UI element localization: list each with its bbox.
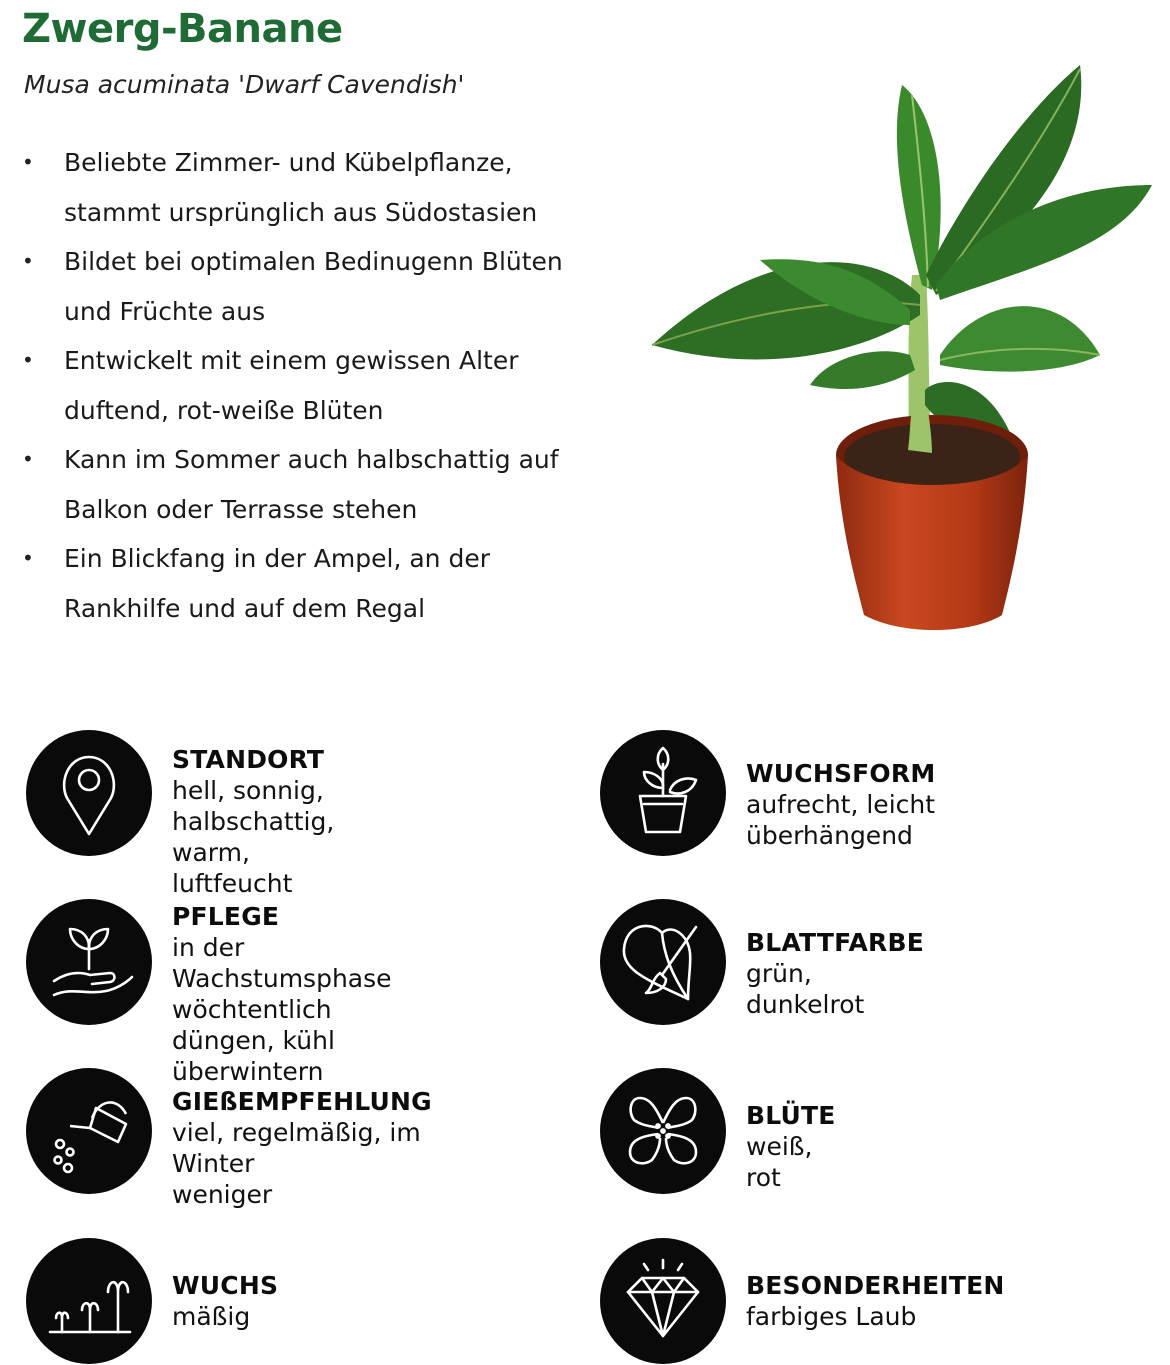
bullet-continuation: Rankhilfe und auf dem Regal bbox=[64, 593, 426, 623]
feature-label: BESONDERHEITEN bbox=[746, 1271, 1005, 1300]
diamond-icon bbox=[600, 1238, 726, 1364]
bullet-continuation: stammt ursprünglich aus Südostasien bbox=[64, 197, 538, 227]
feature-label: WUCHSFORM bbox=[746, 759, 936, 788]
feature-value: grün, dunkelrot bbox=[746, 959, 865, 1019]
feature-value: weiß, rot bbox=[746, 1132, 813, 1192]
bullet-continuation: Balkon oder Terrasse stehen bbox=[64, 494, 418, 524]
feature-value: hell, sonnig, halbschattig, bbox=[172, 776, 335, 836]
feature-value: viel, regelmäßig, im Winter bbox=[172, 1118, 421, 1178]
flower-icon bbox=[600, 1068, 726, 1194]
bullet-item: • Beliebte Zimmer- und Kübelpflanze, bbox=[22, 138, 582, 188]
feature-value: aufrecht, leicht überhängend bbox=[746, 790, 936, 850]
watering-can-icon bbox=[26, 1068, 152, 1194]
feature-label: BLÜTE bbox=[746, 1101, 836, 1130]
location-pin-icon bbox=[26, 730, 152, 856]
feature-label: PFLEGE bbox=[172, 902, 280, 931]
feature-value: wöchtentlich düngen, kühl bbox=[172, 995, 335, 1055]
feature-label: GIEßEMPFEHLUNG bbox=[172, 1087, 432, 1116]
feature-value: farbiges Laub bbox=[746, 1302, 917, 1331]
bullet-item: • Bildet bei optimalen Bedinugenn Blüten bbox=[22, 237, 582, 287]
product-title: Zwerg-Banane bbox=[22, 6, 343, 52]
bullet-continuation: duftend, rot-weiße Blüten bbox=[64, 395, 384, 425]
feature-value: mäßig bbox=[172, 1302, 251, 1331]
banana-plant-image bbox=[640, 55, 1160, 645]
feature-value: in der Wachstumsphase bbox=[172, 933, 392, 993]
bullet-continuation: und Früchte aus bbox=[64, 296, 266, 326]
feature-label: BLATTFARBE bbox=[746, 928, 925, 957]
product-latin-name: Musa acuminata 'Dwarf Cavendish' bbox=[24, 70, 465, 99]
bullet-item: • Ein Blickfang in der Ampel, an der bbox=[22, 534, 582, 584]
feature-value: warm, luftfeucht bbox=[172, 838, 293, 898]
feature-bullet-list bbox=[22, 138, 582, 633]
bullet-item: • Kann im Sommer auch halbschattig auf bbox=[22, 435, 582, 485]
feature-label: STANDORT bbox=[172, 745, 325, 774]
bullet-item: • Entwickelt mit einem gewissen Alter bbox=[22, 336, 582, 386]
leaf-brush-icon bbox=[600, 899, 726, 1025]
feature-value: überwintern bbox=[172, 1057, 324, 1086]
hand-seedling-icon bbox=[26, 899, 152, 1025]
feature-value: weniger bbox=[172, 1180, 273, 1209]
feature-label: WUCHS bbox=[172, 1271, 279, 1300]
growth-sprouts-icon bbox=[26, 1238, 152, 1364]
potted-plant-icon bbox=[600, 730, 726, 856]
